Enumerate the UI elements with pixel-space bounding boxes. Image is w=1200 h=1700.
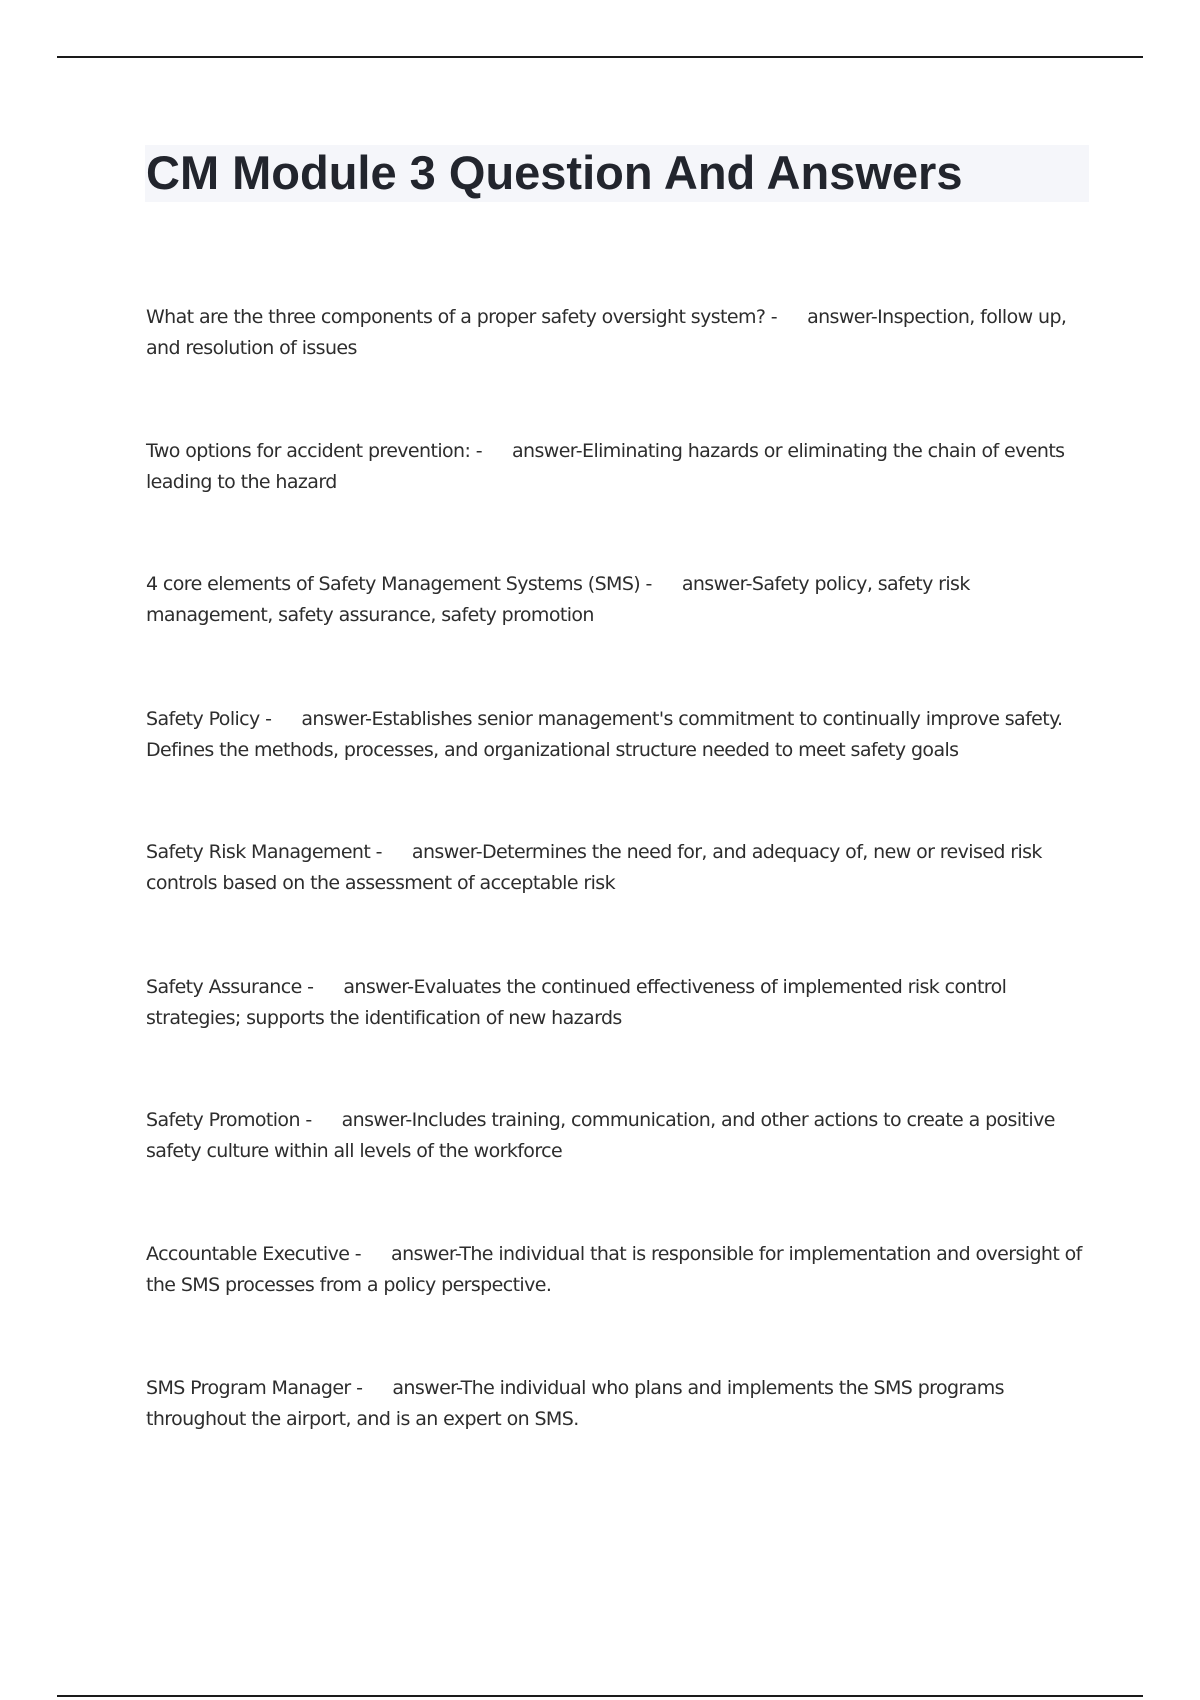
qa-item-8 <box>146 1239 1086 1301</box>
answer-text: answer-Safety policy, safety risk management, safety assurance, safety promotion <box>146 573 970 626</box>
answer-text: answer-Includes training, communication, and other actions to create a positive safety culture within all levels of the workforce <box>146 1109 1055 1162</box>
answer-text: answer-Determines the need for, and adequacy of, new or revised risk controls based on the assessment of acceptable risk <box>146 841 1042 894</box>
qa-item-9 <box>146 1373 1086 1435</box>
question-text: SMS Program Manager - <box>146 1377 363 1399</box>
question-text: 4 core elements of Safety Management Systems (SMS) - <box>146 573 652 595</box>
header-rule <box>57 56 1143 58</box>
footer-rule <box>57 1695 1143 1697</box>
qa-item-3 <box>146 569 1086 631</box>
qa-item-7 <box>146 1105 1086 1167</box>
qa-item-6 <box>146 972 1086 1034</box>
question-text: Two options for accident prevention: - <box>146 440 482 462</box>
answer-text: answer-The individual that is responsible for implementation and oversight of the SMS processes from a policy perspective. <box>146 1243 1082 1296</box>
qa-item-1 <box>146 302 1086 364</box>
question-text: Safety Assurance - <box>146 976 314 998</box>
qa-item-4 <box>146 704 1086 766</box>
question-text: Accountable Executive - <box>146 1243 362 1265</box>
answer-text: answer-Evaluates the continued effectiveness of implemented risk control strategies; supports the identification of new hazards <box>146 976 1007 1029</box>
answer-text: answer-Inspection, follow up, and resolution of issues <box>146 306 1067 359</box>
qa-item-2 <box>146 436 1086 498</box>
question-text: Safety Policy - <box>146 708 272 730</box>
answer-text: answer-Eliminating hazards or eliminating the chain of events leading to the hazard <box>146 440 1065 493</box>
qa-item-5 <box>146 837 1086 899</box>
question-text: Safety Promotion - <box>146 1109 312 1131</box>
question-text: Safety Risk Management - <box>146 841 382 863</box>
answer-text: answer-The individual who plans and implements the SMS programs throughout the airport, and is an expert on SMS. <box>146 1377 1004 1430</box>
question-text: What are the three components of a proper safety oversight system? - <box>146 306 778 328</box>
answer-text: answer-Establishes senior management's commitment to continually improve safety. Defines the methods, processes, and organizational structure needed to meet safety goals <box>146 708 1063 761</box>
page-title: CM Module 3 Question And Answers <box>146 146 963 199</box>
